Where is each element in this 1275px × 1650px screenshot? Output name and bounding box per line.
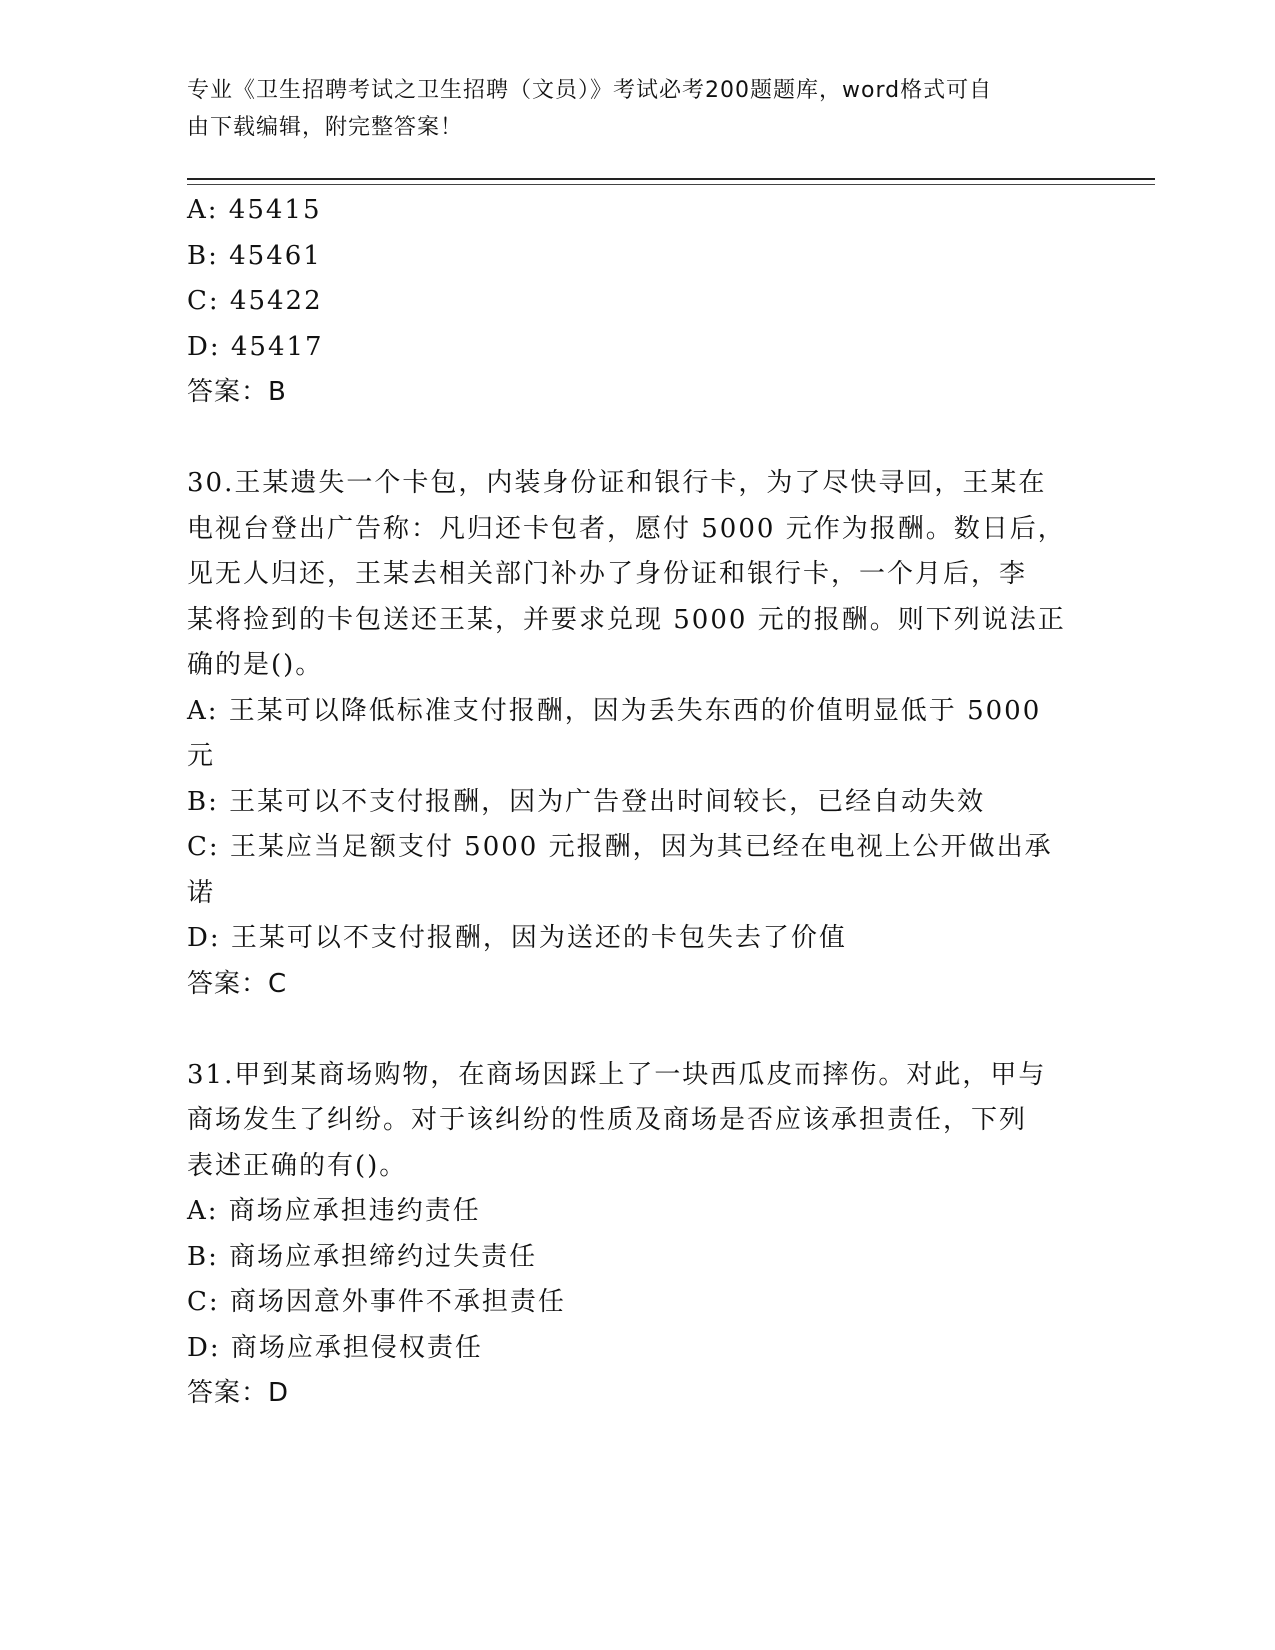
header-divider-thin <box>187 184 1155 185</box>
option-b: B: 王某可以不支付报酬，因为广告登出时间较长，已经自动失效 <box>187 786 986 817</box>
option-d: D: 王某可以不支付报酬，因为送还的卡包失去了价值 <box>187 923 847 953</box>
option-c-continued: 诺 <box>187 877 216 908</box>
question-spacer <box>187 416 1077 462</box>
question-29 <box>187 188 1077 416</box>
question-list <box>187 188 1077 1417</box>
option-c: C: 商场因意外事件不承担责任 <box>187 1287 566 1317</box>
question-stem-line: 见无人归还，王某去相关部门补办了身份证和银行卡，一个月后，李 <box>187 559 1028 589</box>
answer: 答案：C <box>187 968 288 999</box>
question-stem-line: 某将捡到的卡包送还王某，并要求兑现 5000 元的报酬。则下列说法正 <box>187 604 1066 635</box>
question-stem-line: 商场发生了纠纷。对于该纠纷的性质及商场是否应该承担责任，下列 <box>187 1105 1028 1135</box>
question-stem-line: 确的是()。 <box>187 650 324 680</box>
option-b: B: 45461 <box>187 240 322 271</box>
question-stem-line: 电视台登出广告称：凡归还卡包者，愿付 5000 元作为报酬。数日后， <box>187 513 1066 544</box>
question-stem-line: 表述正确的有()。 <box>187 1150 408 1181</box>
option-a: A: 王某可以降低标准支付报酬，因为丢失东西的价值明显低于 5000 <box>187 695 1042 726</box>
option-c: C: 王某应当足额支付 5000 元报酬，因为其已经在电视上公开做出承 <box>187 832 1053 862</box>
answer: 答案：D <box>187 1378 290 1408</box>
option-a: A: 商场应承担违约责任 <box>187 1196 481 1226</box>
option-d: D: 45417 <box>187 331 324 362</box>
header-line-2: 由下载编辑，附完整答案！ <box>187 115 464 140</box>
question-stem-line: 30.王某遗失一个卡包，内装身份证和银行卡，为了尽快寻回，王某在 <box>187 468 1047 498</box>
question-30 <box>187 461 1077 1007</box>
header-divider-thick <box>187 178 1155 180</box>
option-a-continued: 元 <box>187 741 216 771</box>
question-stem-line: 31.甲到某商场购物，在商场因踩上了一块西瓜皮而摔伤。对此，甲与 <box>187 1059 1047 1090</box>
header-line-1: 专业《卫生招聘考试之卫生招聘（文员）》考试必考200题题库，word格式可自 <box>187 78 993 103</box>
option-b: B: 商场应承担缔约过失责任 <box>187 1241 538 1272</box>
option-c: C: 45422 <box>187 286 323 316</box>
document-header <box>187 72 1067 146</box>
option-a: A: 45415 <box>187 195 322 225</box>
question-31 <box>187 1053 1077 1417</box>
question-spacer <box>187 1007 1077 1053</box>
answer: 答案：B <box>187 377 287 407</box>
option-d: D: 商场应承担侵权责任 <box>187 1332 483 1363</box>
